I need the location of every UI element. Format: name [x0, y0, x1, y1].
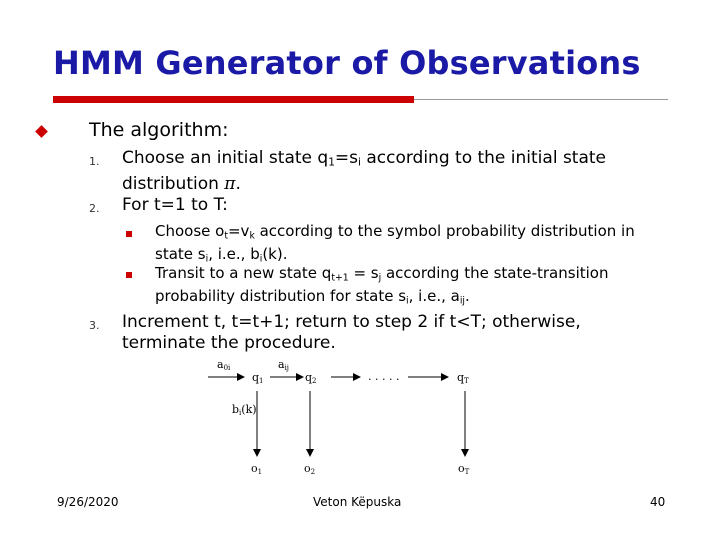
label-o2: o2: [304, 462, 316, 476]
label-q1: q1: [252, 371, 264, 385]
label-qT: qT: [457, 371, 469, 385]
slide-title: HMM Generator of Observations: [53, 44, 641, 82]
diamond-bullet-icon: [35, 125, 48, 138]
label-q2: q2: [305, 371, 317, 385]
intro-text: The algorithm:: [89, 119, 229, 141]
label-dots: . . . . .: [368, 370, 400, 383]
square-bullet-icon: [126, 231, 132, 237]
step-number: 3.: [89, 319, 100, 332]
title-underline-rule: [414, 99, 668, 100]
step-1-text: Choose an initial state $q_1=s_i$ according to the initial state distribution π.: [122, 148, 607, 194]
hmm-diagram: [200, 355, 485, 482]
step-3-text: Increment t, t=t+1; return to step 2 if t<T; otherwise, terminate the procedure.: [122, 312, 581, 353]
footer-date: 9/26/2020: [57, 495, 119, 509]
step-number: 1.: [89, 155, 100, 168]
step-2-text: For t=1 to T:: [122, 195, 228, 215]
label-bik: bi(k): [232, 403, 257, 417]
label-aij: aij: [278, 358, 289, 372]
footer-page-number: 40: [650, 495, 666, 509]
label-a0i: a0i: [217, 358, 231, 372]
substep-transit-text: Transit to a new state $q_{t+1} = s_j$ according the state-transition probability distribution for state $s_i$, i.e., $a_{ij}$.: [155, 264, 609, 307]
square-bullet-icon: [126, 272, 132, 278]
footer-author: Veton Këpuska: [313, 495, 402, 509]
label-oT: oT: [458, 462, 470, 476]
title-underline-accent: [53, 96, 414, 103]
label-o1: o1: [251, 462, 263, 476]
substep-choose-text: Choose $o_t=v_k$ according to the symbol probability distribution in state $s_i$, i.e., $b_i(k)$.: [155, 222, 635, 265]
step-number: 2.: [89, 202, 100, 215]
